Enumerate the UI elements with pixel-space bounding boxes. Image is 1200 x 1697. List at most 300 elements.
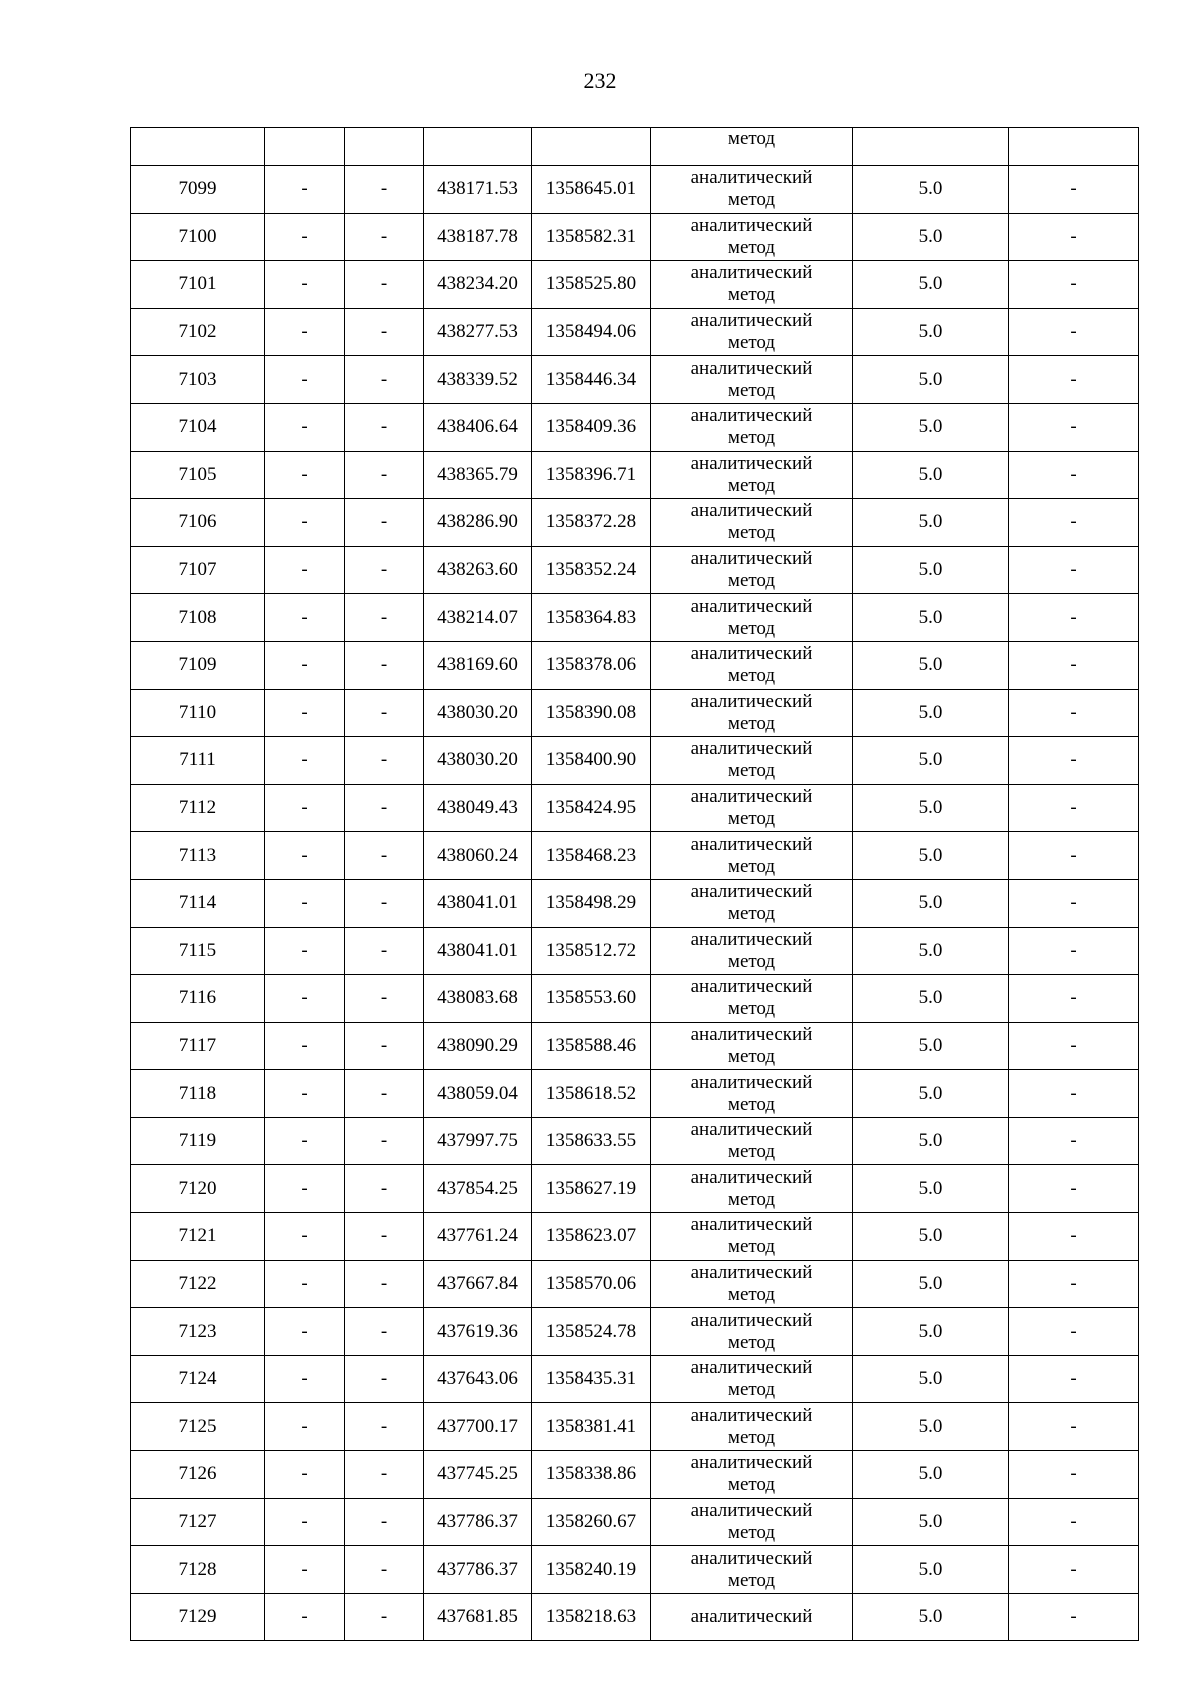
cell-x: 438365.79 [424,451,532,499]
cell-col2: - [265,927,345,975]
cell-method [651,1117,853,1165]
cell-num: 7110 [131,689,265,737]
method-line-1: аналитический [690,1499,813,1521]
cell-col2: - [265,737,345,785]
cell-y: 1358633.55 [532,1117,651,1165]
cell-y [532,128,651,166]
cell-col3: - [345,166,424,214]
method-line-2: метод [727,855,776,877]
cell-x: 438277.53 [424,308,532,356]
cell-col3: - [345,689,424,737]
cell-col2: - [265,546,345,594]
method-line-1: аналитический [690,1214,813,1236]
cell-x: 438083.68 [424,975,532,1023]
method-line-1: аналитический [690,976,813,998]
cell-col3: - [345,832,424,880]
cell-col2: - [265,1165,345,1213]
method-line-1: аналитический [690,928,813,950]
cell-num: 7129 [131,1593,265,1641]
cell-col3: - [345,1213,424,1261]
cell-accuracy: 5.0 [853,927,1009,975]
cell-num: 7115 [131,927,265,975]
cell-method [651,1355,853,1403]
cell-y: 1358372.28 [532,499,651,547]
cell-num: 7127 [131,1498,265,1546]
cell-col3: - [345,1593,424,1641]
table-row [131,451,1139,499]
cell-y: 1358524.78 [532,1308,651,1356]
cell-x: 438060.24 [424,832,532,880]
method-line-2: метод [727,236,776,258]
method-line-2: метод [727,950,776,972]
continued-row [131,128,1139,166]
cell-num: 7104 [131,403,265,451]
cell-x: 438406.64 [424,403,532,451]
method-line-2: метод [727,1045,776,1067]
method-line-1: аналитический [690,548,813,570]
method-line-2: метод [727,617,776,639]
cell-num: 7126 [131,1451,265,1499]
table-row [131,975,1139,1023]
cell-accuracy: 5.0 [853,1451,1009,1499]
cell-y: 1358582.31 [532,213,651,261]
cell-num: 7106 [131,499,265,547]
cell-col8: - [1009,1308,1139,1356]
cell-x: 438041.01 [424,927,532,975]
cell-col2: - [265,261,345,309]
cell-x: 437761.24 [424,1213,532,1261]
cell-num: 7123 [131,1308,265,1356]
cell-x: 438041.01 [424,879,532,927]
cell-accuracy: 5.0 [853,499,1009,547]
cell-method [651,1403,853,1451]
cell-col8: - [1009,546,1139,594]
table-row [131,356,1139,404]
cell-accuracy: 5.0 [853,1117,1009,1165]
method-line-2: метод [727,1569,776,1591]
cell-x: 437997.75 [424,1117,532,1165]
cell-col3: - [345,308,424,356]
cell-y: 1358364.83 [532,594,651,642]
method-line-2: метод [727,712,776,734]
method-line-1: аналитический [690,214,813,236]
cell-method [651,641,853,689]
cell-y: 1358498.29 [532,879,651,927]
cell-y: 1358623.07 [532,1213,651,1261]
cell-num: 7114 [131,879,265,927]
cell-method [651,1498,853,1546]
cell-accuracy: 5.0 [853,356,1009,404]
cell-col2: - [265,403,345,451]
cell-num: 7124 [131,1355,265,1403]
cell-col3: - [345,356,424,404]
cell-col2: - [265,1308,345,1356]
cell-col8: - [1009,594,1139,642]
cell-y: 1358494.06 [532,308,651,356]
method-line-1: аналитический [690,310,813,332]
method-line-1: аналитический [690,1452,813,1474]
table-row [131,166,1139,214]
method-line-2: метод [727,1283,776,1305]
cell-col2: - [265,594,345,642]
table-row [131,1213,1139,1261]
cell-col3: - [345,737,424,785]
method-line-2: метод [727,1331,776,1353]
cell-col3: - [345,641,424,689]
method-line-2: метод [727,427,776,449]
method-line-1: аналитический [690,786,813,808]
method-line-1: аналитический [690,1547,813,1569]
cell-num: 7111 [131,737,265,785]
cell-x: 437681.85 [424,1593,532,1641]
cell-col8: - [1009,1451,1139,1499]
cell-col2: - [265,1022,345,1070]
cell-num [131,128,265,166]
cell-col3: - [345,1451,424,1499]
cell-col3: - [345,1022,424,1070]
cell-x: 438030.20 [424,737,532,785]
cell-accuracy: 5.0 [853,641,1009,689]
cell-method [651,927,853,975]
cell-col2: - [265,308,345,356]
cell-accuracy: 5.0 [853,1546,1009,1594]
cell-x: 437643.06 [424,1355,532,1403]
cell-col2: - [265,1355,345,1403]
cell-col8: - [1009,403,1139,451]
cell-col3: - [345,546,424,594]
cell-accuracy: 5.0 [853,451,1009,499]
cell-num: 7102 [131,308,265,356]
cell-num: 7107 [131,546,265,594]
page-number: 232 [583,68,617,93]
cell-col2: - [265,1546,345,1594]
method-line-2: метод [727,1093,776,1115]
table-row [131,641,1139,689]
cell-method [651,1546,853,1594]
method-line-2: метод [727,1521,776,1543]
cell-col2: - [265,1260,345,1308]
cell-col8: - [1009,1022,1139,1070]
cell-col8: - [1009,641,1139,689]
cell-num: 7128 [131,1546,265,1594]
cell-accuracy: 5.0 [853,689,1009,737]
method-line-2: метод [727,1236,776,1258]
cell-method [651,308,853,356]
cell-x: 438339.52 [424,356,532,404]
table-row [131,499,1139,547]
method-line-1: аналитический [690,1606,813,1628]
method-line-2: метод [727,474,776,496]
method-line-1: аналитический [690,1404,813,1426]
cell-x: 438187.78 [424,213,532,261]
cell-col8: - [1009,1165,1139,1213]
cell-col8: - [1009,975,1139,1023]
cell-method [651,1308,853,1356]
table-row [131,1260,1139,1308]
cell-num: 7101 [131,261,265,309]
cell-accuracy: 5.0 [853,879,1009,927]
cell-x: 437667.84 [424,1260,532,1308]
cell-accuracy: 5.0 [853,737,1009,785]
cell-y: 1358240.19 [532,1546,651,1594]
cell-accuracy: 5.0 [853,166,1009,214]
table-row [131,879,1139,927]
cell-x: 438234.20 [424,261,532,309]
cell-col3: - [345,1308,424,1356]
table-row [131,1165,1139,1213]
cell-accuracy: 5.0 [853,1070,1009,1118]
table-body [131,128,1139,1641]
method-line-1: аналитический [690,405,813,427]
cell-x: 438286.90 [424,499,532,547]
method-line-1: аналитический [690,500,813,522]
table-row [131,784,1139,832]
cell-method [651,1451,853,1499]
cell-num: 7121 [131,1213,265,1261]
cell-method [651,832,853,880]
method-line-2: метод [727,379,776,401]
cell-num: 7120 [131,1165,265,1213]
cell-x: 437619.36 [424,1308,532,1356]
cell-col3: - [345,1117,424,1165]
cell-col8: - [1009,879,1139,927]
table-row [131,1498,1139,1546]
cell-num: 7113 [131,832,265,880]
cell-col2: - [265,689,345,737]
cell-accuracy: 5.0 [853,1260,1009,1308]
cell-accuracy: 5.0 [853,1355,1009,1403]
cell-col3: - [345,1355,424,1403]
cell-y: 1358396.71 [532,451,651,499]
cell-col3: - [345,1498,424,1546]
cell-y: 1358645.01 [532,166,651,214]
cell-y: 1358618.52 [532,1070,651,1118]
cell-accuracy: 5.0 [853,1403,1009,1451]
cell-method [651,784,853,832]
table-row [131,1308,1139,1356]
method-line-1: аналитический [690,357,813,379]
method-line-2: метод [727,522,776,544]
cell-accuracy: 5.0 [853,784,1009,832]
cell-col8: - [1009,784,1139,832]
cell-method [651,1070,853,1118]
cell-col8: - [1009,1593,1139,1641]
table-row [131,927,1139,975]
cell-y: 1358588.46 [532,1022,651,1070]
cell-method [651,546,853,594]
cell-accuracy: 5.0 [853,1308,1009,1356]
cell-x: 437786.37 [424,1498,532,1546]
cell-method [651,403,853,451]
cell-accuracy: 5.0 [853,1022,1009,1070]
cell-col3: - [345,451,424,499]
method-line-2: метод [727,332,776,354]
cell-method [651,594,853,642]
cell-col8: - [1009,1498,1139,1546]
cell-accuracy [853,128,1009,166]
cell-col2: - [265,1451,345,1499]
cell-y: 1358627.19 [532,1165,651,1213]
cell-x: 438059.04 [424,1070,532,1118]
cell-col2: - [265,1403,345,1451]
table-row [131,1117,1139,1165]
cell-method [651,1165,853,1213]
table-row [131,1451,1139,1499]
cell-col2: - [265,832,345,880]
cell-method [651,879,853,927]
method-line-1: аналитический [690,881,813,903]
method-line-1: аналитический [690,690,813,712]
cell-method: метод [651,128,853,166]
cell-col2: - [265,879,345,927]
cell-col2: - [265,451,345,499]
cell-col8 [1009,128,1139,166]
cell-col8: - [1009,1403,1139,1451]
method-line-2: метод [727,1188,776,1210]
cell-x: 437786.37 [424,1546,532,1594]
cell-y: 1358260.67 [532,1498,651,1546]
cell-num: 7112 [131,784,265,832]
cell-col2: - [265,166,345,214]
method-line-1: аналитический [690,262,813,284]
cell-col2: - [265,1117,345,1165]
cell-method [651,166,853,214]
cell-col2 [265,128,345,166]
cell-col2: - [265,1593,345,1641]
method-line-2: метод [727,903,776,925]
cell-method [651,356,853,404]
table-row [131,213,1139,261]
cell-col8: - [1009,832,1139,880]
cell-y: 1358378.06 [532,641,651,689]
method-line-1: аналитический [690,738,813,760]
cell-num: 7103 [131,356,265,404]
cell-x: 437745.25 [424,1451,532,1499]
cell-num: 7119 [131,1117,265,1165]
cell-x: 438090.29 [424,1022,532,1070]
cell-num: 7117 [131,1022,265,1070]
cell-col3 [345,128,424,166]
cell-num: 7105 [131,451,265,499]
method-line-1: аналитический [690,833,813,855]
method-line-1: аналитический [690,167,813,189]
cell-y: 1358400.90 [532,737,651,785]
cell-method [651,1213,853,1261]
cell-num: 7099 [131,166,265,214]
cell-y: 1358338.86 [532,1451,651,1499]
table-row [131,1546,1139,1594]
cell-y: 1358468.23 [532,832,651,880]
cell-accuracy: 5.0 [853,403,1009,451]
cell-num: 7122 [131,1260,265,1308]
cell-col8: - [1009,927,1139,975]
cell-col8: - [1009,499,1139,547]
method-line-2: метод [727,284,776,306]
cell-x: 438169.60 [424,641,532,689]
cell-col8: - [1009,689,1139,737]
method-line-2: метод [727,760,776,782]
cell-y: 1358570.06 [532,1260,651,1308]
cell-accuracy: 5.0 [853,1165,1009,1213]
cell-method [651,737,853,785]
cell-col8: - [1009,1260,1139,1308]
cell-col8: - [1009,308,1139,356]
method-line-1: аналитический [690,595,813,617]
cell-col8: - [1009,356,1139,404]
method-line-1: аналитический [690,643,813,665]
table-row [131,737,1139,785]
cell-y: 1358553.60 [532,975,651,1023]
cell-x: 438263.60 [424,546,532,594]
cell-col8: - [1009,213,1139,261]
table-row [131,261,1139,309]
cell-method [651,1260,853,1308]
cell-y: 1358218.63 [532,1593,651,1641]
cell-col2: - [265,213,345,261]
cell-num: 7116 [131,975,265,1023]
table-row [131,594,1139,642]
cell-col2: - [265,975,345,1023]
table-row [131,546,1139,594]
cell-accuracy: 5.0 [853,975,1009,1023]
method-line-2: метод [727,665,776,687]
cell-x: 437700.17 [424,1403,532,1451]
cell-col8: - [1009,261,1139,309]
cell-col3: - [345,1403,424,1451]
table-row [131,832,1139,880]
cell-accuracy: 5.0 [853,1498,1009,1546]
cell-col3: - [345,879,424,927]
cell-num: 7109 [131,641,265,689]
cell-accuracy: 5.0 [853,261,1009,309]
method-line-1: аналитический [690,452,813,474]
cell-col3: - [345,927,424,975]
cell-accuracy: 5.0 [853,213,1009,261]
cell-col8: - [1009,737,1139,785]
cell-y: 1358409.36 [532,403,651,451]
cell-x: 437854.25 [424,1165,532,1213]
cell-col3: - [345,213,424,261]
cell-x [424,128,532,166]
cell-method [651,1022,853,1070]
cell-accuracy: 5.0 [853,546,1009,594]
cell-method [651,213,853,261]
cell-col8: - [1009,1117,1139,1165]
cell-col3: - [345,784,424,832]
cell-method [651,975,853,1023]
cell-col8: - [1009,166,1139,214]
cell-col2: - [265,641,345,689]
table-row [131,308,1139,356]
cell-accuracy: 5.0 [853,308,1009,356]
cell-y: 1358435.31 [532,1355,651,1403]
method-line-1: аналитический [690,1119,813,1141]
cell-col8: - [1009,1355,1139,1403]
cell-accuracy: 5.0 [853,832,1009,880]
coordinates-table [130,127,1139,1641]
cell-col3: - [345,1070,424,1118]
cell-col2: - [265,784,345,832]
table-row [131,403,1139,451]
cell-num: 7118 [131,1070,265,1118]
method-line-1: аналитический [690,1309,813,1331]
cell-x: 438171.53 [424,166,532,214]
cell-col8: - [1009,1213,1139,1261]
cell-method [651,689,853,737]
cell-col8: - [1009,1070,1139,1118]
cell-col3: - [345,1260,424,1308]
method-line-2: метод [727,1141,776,1163]
